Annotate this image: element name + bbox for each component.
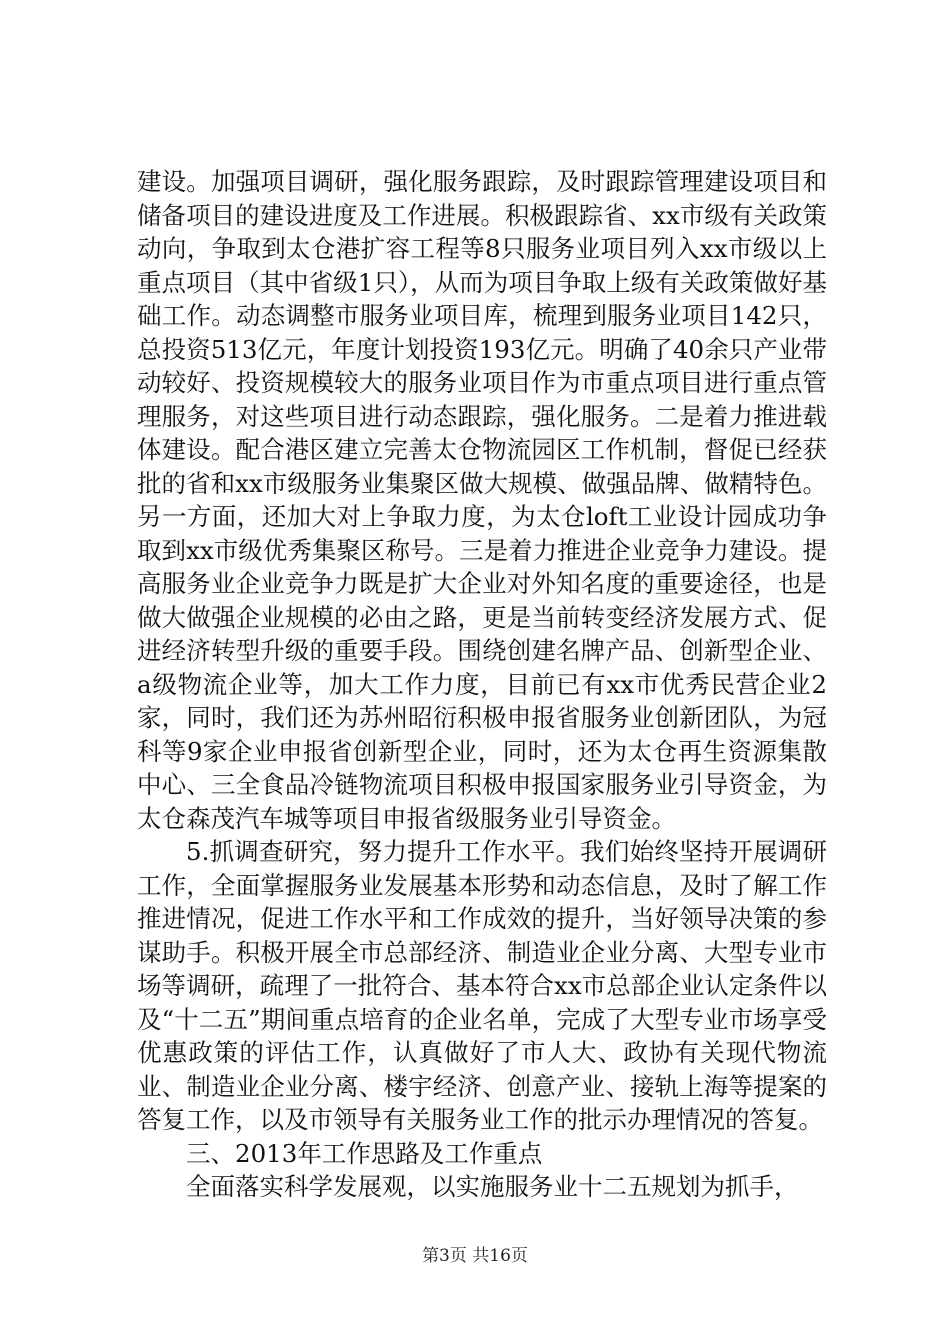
paragraph-research: 5.抓调查研究，努力提升工作水平。我们始终坚持开展调研工作，全面掌握服务业发展基本形势和动态信息，及时了解工作推进情况，促进工作水平和工作成效的提升，当好领导决策的参谋助手。积极开展全市总部经济、制造业企业分离、大型专业市场等调研，疏理了一批符合、基本符合xx市总部企业认定条件以及“十二五”期间重点培育的企业名单，完成了大型专业市场享受优惠政策的评估工作，认真做好了市人大、政协有关现代物流业、制造业企业分离、楼宇经济、创意产业、接轨上海等提案的答复工作，以及市领导有关服务业工作的批示办理情况的答复。	[137, 837, 827, 1134]
document-body	[137, 165, 827, 1204]
section-heading: 三、2013年工作思路及工作重点	[186, 1138, 543, 1168]
paragraph-work-plan: 全面落实科学发展观，以实施服务业十二五规划为抓手，	[186, 1172, 799, 1201]
paragraph-continuation: 建设。加强项目调研，强化服务跟踪，及时跟踪管理建设项目和储备项目的建设进度及工作进展。积极跟踪省、xx市级有关政策动向，争取到太仓港扩容工程等8只服务业项目列入xx市级以上重点项目（其中省级1只），从而为项目争取上级有关政策做好基础工作。动态调整市服务业项目库，梳理到服务业项目142只，总投资513亿元，年度计划投资193亿元。明确了40余只产业带动较好、投资规模较大的服务业项目作为市重点项目进行重点管理服务，对这些项目进行动态跟踪，强化服务。二是着力推进载体建设。配合港区建立完善太仓物流园区工作机制，督促已经获批的省和xx市级服务业集聚区做大规模、做强品牌、做精特色。另一方面，还加大对上争取力度，为太仓loft工业设计园成功争取到xx市级优秀集聚区称号。三是着力推进企业竞争力建设。提高服务业企业竞争力既是扩大企业对外知名度的重要途径，也是做大做强企业规模的必由之路，更是当前转变经济发展方式、促进经济转型升级的重要手段。围绕创建名牌产品、创新型企业、a级物流企业等，加大工作力度，目前已有xx市优秀民营企业2家，同时，我们还为苏州昭衍积极申报省服务业创新团队，为冠科等9家企业申报省创新型企业，同时，还为太仓再生资源集散中心、三全食品冷链物流项目积极申报国家服务业引导资金，为太仓森茂汽车城等项目申报省级服务业引导资金。	[137, 167, 827, 833]
page-footer: 第3页 共16页	[422, 1246, 528, 1266]
